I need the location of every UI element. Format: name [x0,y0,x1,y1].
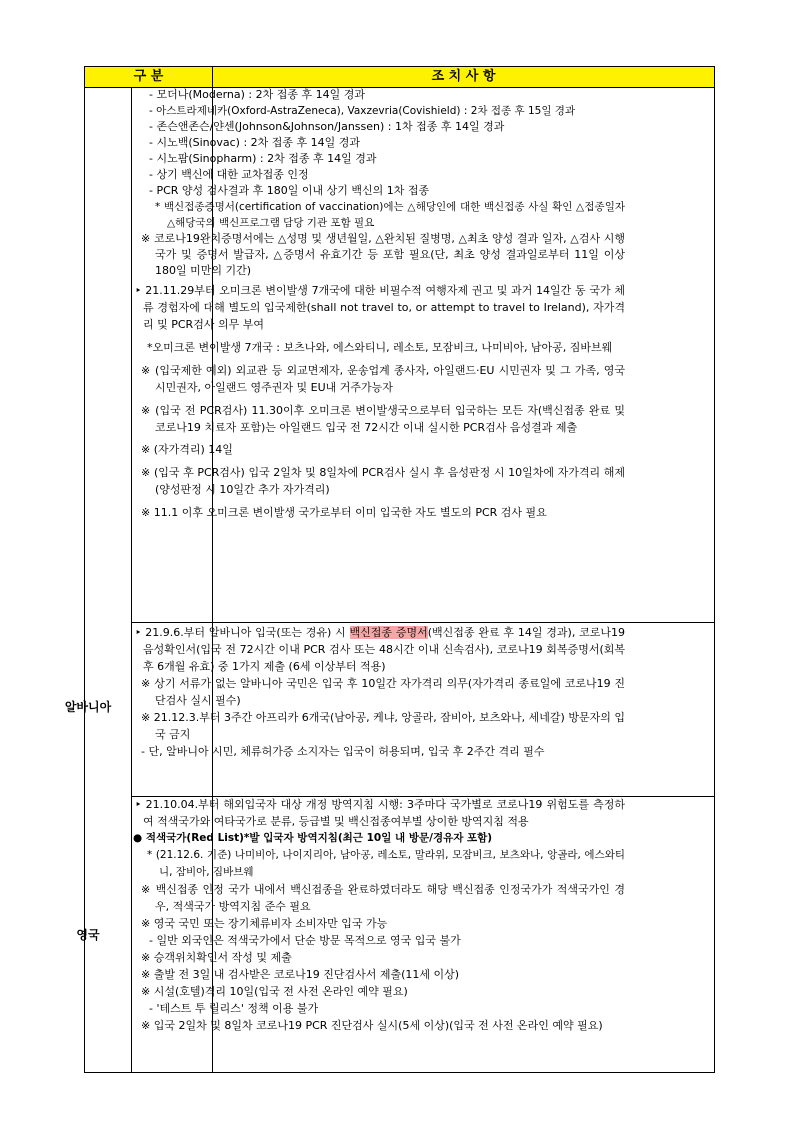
vaccine-line: - 아스트라제네카(Oxford-AstraZeneca), Vaxzevria(Covishield) : 2차 접종 후 15일 경과 [149,105,576,117]
pcr-before-entry: ※ (입국 전 PCR검사) 11.30이후 오미크론 변이발생국으로부터 입국하는 모든 자(백신접종 완료 및 코로나19 치료자 포함)는 아일랜드 입국 전 72시간 이내 실시한 PCR검사 음성결과 제출 [141,404,625,434]
vaccine-line: - PCR 양성 검사결과 후 180일 이내 상기 백신의 1차 접종 [149,184,430,197]
vaccine-line: - 시노백(Sinovac) : 2차 접종 후 14일 경과 [149,136,361,149]
vaccine-line: - 모더나(Moderna) : 2차 접종 후 14일 경과 [149,88,366,101]
country-label-uk: 영국 [76,928,100,942]
omicron-restriction: ‣ 21.11.29부터 오미크론 변이발생 7개국에 대한 비필수적 여행자제 권고 및 과거 14일간 동 국가 체류 경험자에 대해 별도의 입국제한(shall not travel to, or attempt to travel to Ireland), 자가격리 및 PCR검사 의무 부여 [135,284,625,331]
header-measures: 조 치 사 항 [431,69,496,84]
albania-entry-text-rest: (백신접종 완료 후 14일 경과), 코로나19 음성확인서(입국 전 72시간 이내 PCR 검사 또는 48시간 이내 신속검사), 코로나19 회복증명서(회복 후 6개월 유효) 중 1가지 제출 (6세 이상부터 적용) [143,626,625,673]
uk-note: ※ 승객위치확인서 작성 및 제출 [141,951,292,964]
albania-note: ※ 21.12.3.부터 3주간 아프리카 6개국(남아공, 케냐, 앙골라, 잠비아, 보츠와나, 세네갈) 방문자의 입국 금지 [141,711,625,741]
vaccine-line: - 상기 백신에 대한 교차접종 인정 [149,168,309,181]
after-1101-note: ※ 11.1 이후 오미크론 변이발생 국가로부터 이미 입국한 자도 별도의 PCR 검사 필요 [141,506,547,519]
uk-note: ※ 출발 전 3일 내 검사받은 코로나19 진단검사서 제출(11세 이상) [141,968,460,981]
red-list-title: ● 적색국가(Red List)*발 입국자 방역지침(최근 10일 내 방문/경유자 포함) [133,832,493,844]
col-divider-1 [131,88,132,1072]
ireland-measures [133,87,625,521]
albania-entry-text: ‣ 21.9.6.부터 알바니아 입국(또는 경유) 시 [135,626,350,639]
table-header [85,67,714,88]
vaccine-certificate-highlight: 백신접종 증명서 [349,626,428,639]
vaccine-line: - 시노팜(Sinopharm) : 2차 접종 후 14일 경과 [149,152,377,165]
albania-note: - 단, 알바니아 시민, 체류허가증 소지자는 입국이 허용되며, 입국 후 2주간 격리 필수 [141,745,545,758]
pcr-after-entry: ※ (입국 후 PCR검사) 입국 2일차 및 8일차에 PCR검사 실시 후 음성판정 시 10일차에 자가격리 해제(양성판정 시 10일간 추가 자가격리) [141,466,625,496]
uk-note: ※ 영국 국민 또는 장기체류비자 소비자만 입국 가능 [141,917,388,930]
certificate-star-note: * 백신접종증명서(certification of vaccination)에는 △해당인에 대한 백신접종 사실 확인 △접종일자 △해당국의 백신프로그램 담당 기관 포함 필요 [155,201,625,229]
albania-note: ※ 상기 서류가 없는 알바니아 국민은 입국 후 10일간 자가격리 의무(자가격리 종료일에 코로나19 진단검사 실시 필수) [141,677,625,707]
recovery-certificate-note: ※ 코로나19완치증명서에는 △성명 및 생년월일, △완치된 질병명, △최초 양성 결과 일자, △검사 시행 국가 및 증명서 발급자, △증명서 유효기간 등 포함 필요(단, 최초 양성 결과일로부터 11일 이상 180일 미만의 기간) [141,232,625,277]
uk-note: ※ 입국 2일차 및 8일차 코로나19 PCR 진단검사 실시(5세 이상)(입국 전 사전 온라인 예약 필요) [141,1019,603,1032]
entry-exception: ※ (입국제한 예외) 외교관 등 외교면제자, 운송업계 종사자, 아일랜드·EU 시민권자 및 그 가족, 영국 시민권자, 아일랜드 영주권자 및 EU내 거주가능자 [141,364,625,394]
uk-subnote: - 일반 외국인은 적색국가에서 단순 방문 목적으로 영국 입국 불가 [149,934,461,947]
uk-note: ※ 백신접종 인정 국가 내에서 백신접종을 완료하였더라도 해당 백신접종 인정국가가 적색국가인 경우, 적색국가 방역지침 준수 필요 [141,883,625,913]
red-list-countries: * (21.12.6. 기준) 나미비아, 나이지리아, 남아공, 레소토, 말라위, 모잠비크, 보츠와나, 앙골라, 에스와티니, 잠비아, 짐바브웨 [147,849,625,878]
country-label-albania: 알바니아 [64,700,112,714]
row-divider-albania [131,622,714,623]
uk-main-rule: ‣ 21.10.04.부터 해외입국자 대상 개정 방역지침 시행: 3주마다 국가별로 코로나19 위험도를 측정하여 적색국가와 여타국가로 분류, 등급별 및 백신접종여부별 상이한 방역지침 적용 [135,798,625,828]
self-quarantine: ※ (자가격리) 14일 [141,443,233,456]
omicron-countries: *오미크론 변이발생 7개국 : 보츠나와, 에스와티니, 레소토, 모잠비크, 나미비아, 남아공, 짐바브웨 [147,341,613,354]
uk-note: ※ 시설(호텔)격리 10일(입국 전 사전 온라인 예약 필요) [141,985,408,998]
uk-subnote: - '테스트 투 릴리스' 정책 이용 불가 [149,1002,319,1015]
albania-measures [133,624,625,760]
albania-entry-rule [133,624,625,675]
header-category: 구 분 [85,67,213,87]
vaccine-line: - 존슨앤존슨/얀센(Johnson&Johnson/Janssen) : 1차 접종 후 14일 경과 [149,120,505,133]
uk-measures [133,796,625,1034]
